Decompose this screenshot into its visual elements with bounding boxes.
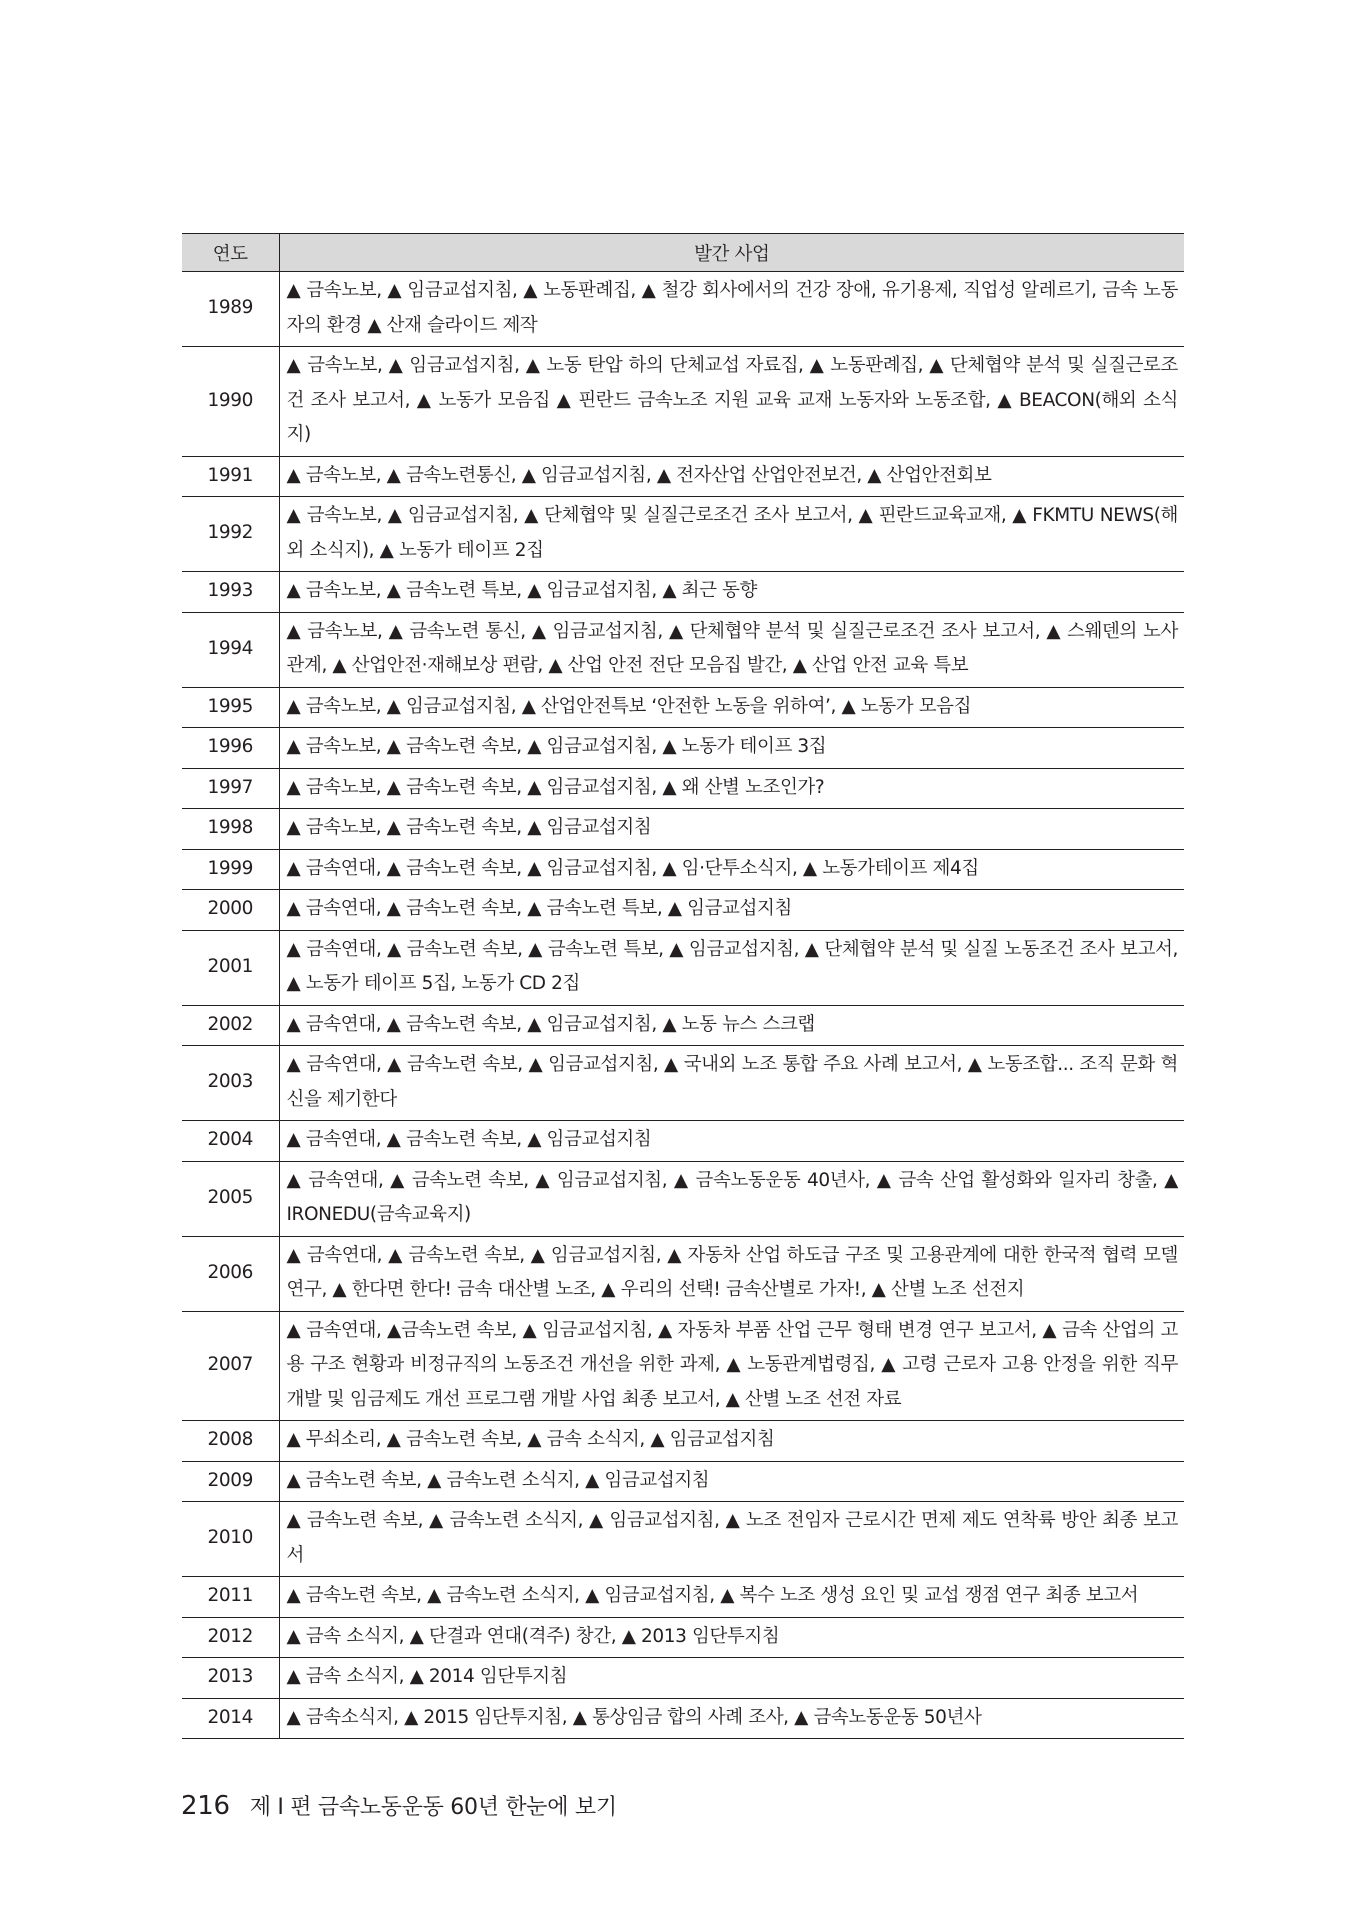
table-row — [182, 687, 1184, 728]
row-year: 2002 — [182, 1005, 279, 1046]
table-row — [182, 1461, 1184, 1502]
row-publications: ▲ 금속노보, ▲ 금속노련 속보, ▲ 임금교섭지침, ▲ 왜 산별 노조인가? — [279, 768, 1184, 809]
publications-table — [182, 233, 1184, 1739]
table-row — [182, 1658, 1184, 1699]
table-row — [182, 768, 1184, 809]
table-row — [182, 1421, 1184, 1462]
row-publications: ▲ 금속연대, ▲ 금속노련 속보, ▲ 임금교섭지침, ▲ 노동 뉴스 스크랩 — [279, 1005, 1184, 1046]
row-year: 2012 — [182, 1617, 279, 1658]
row-year: 1997 — [182, 768, 279, 809]
row-publications: ▲ 금속노련 속보, ▲ 금속노련 소식지, ▲ 임금교섭지침, ▲ 노조 전임자 근로시간 면제 제도 연착륙 방안 최종 보고서 — [279, 1502, 1184, 1577]
row-publications: ▲ 금속연대, ▲ 금속노련 속보, ▲ 임금교섭지침, ▲ 임·단투소식지, ▲ 노동가테이프 제4집 — [279, 849, 1184, 890]
row-publications: ▲ 금속연대, ▲ 금속노련 속보, ▲ 임금교섭지침, ▲ 국내외 노조 통합 주요 사례 보고서, ▲ 노동조합... 조직 문화 혁신을 제기한다 — [279, 1046, 1184, 1121]
row-year: 2008 — [182, 1421, 279, 1462]
row-publications: ▲ 금속연대, ▲ 금속노련 속보, ▲ 임금교섭지침 — [279, 1121, 1184, 1162]
table-row — [182, 347, 1184, 457]
table-row — [182, 572, 1184, 613]
row-year: 2004 — [182, 1121, 279, 1162]
row-year: 1989 — [182, 272, 279, 347]
table-row — [182, 272, 1184, 347]
row-year: 2007 — [182, 1311, 279, 1421]
row-publications: ▲ 금속노련 속보, ▲ 금속노련 소식지, ▲ 임금교섭지침 — [279, 1461, 1184, 1502]
table-row — [182, 1121, 1184, 1162]
row-year: 1990 — [182, 347, 279, 457]
row-year: 2001 — [182, 930, 279, 1005]
table-row — [182, 1617, 1184, 1658]
table-row — [182, 1311, 1184, 1421]
table-row — [182, 728, 1184, 769]
row-publications: ▲ 금속노보, ▲ 금속노련 특보, ▲ 임금교섭지침, ▲ 최근 동향 — [279, 572, 1184, 613]
table-row — [182, 849, 1184, 890]
row-publications: ▲ 금속노련 속보, ▲ 금속노련 소식지, ▲ 임금교섭지침, ▲ 복수 노조 생성 요인 및 교섭 쟁점 연구 최종 보고서 — [279, 1577, 1184, 1618]
row-year: 2013 — [182, 1658, 279, 1699]
table-row — [182, 1577, 1184, 1618]
row-year: 2011 — [182, 1577, 279, 1618]
row-publications: ▲ 금속연대, ▲ 금속노련 속보, ▲ 금속노련 특보, ▲ 임금교섭지침, ▲ 단체협약 분석 및 실질 노동조건 조사 보고서, ▲ 노동가 테이프 5집, 노동가 CD 2집 — [279, 930, 1184, 1005]
page-number: 216 — [181, 1791, 230, 1821]
row-publications: ▲ 금속노보, ▲ 임금교섭지침, ▲ 노동판례집, ▲ 철강 회사에서의 건강 장애, 유기용제, 직업성 알레르기, 금속 노동자의 환경 ▲ 산재 슬라이드 제작 — [279, 272, 1184, 347]
row-publications: ▲ 금속노보, ▲ 금속노련 속보, ▲ 임금교섭지침, ▲ 노동가 테이프 3집 — [279, 728, 1184, 769]
row-year: 1993 — [182, 572, 279, 613]
row-publications: ▲ 금속연대, ▲ 금속노련 속보, ▲ 임금교섭지침, ▲ 금속노동운동 40년사, ▲ 금속 산업 활성화와 일자리 창출, ▲ IRONEDU(금속교육지) — [279, 1161, 1184, 1236]
row-year: 1992 — [182, 497, 279, 572]
row-publications: ▲ 금속노보, ▲ 금속노련통신, ▲ 임금교섭지침, ▲ 전자산업 산업안전보건, ▲ 산업안전회보 — [279, 456, 1184, 497]
table-row — [182, 1236, 1184, 1311]
table-row — [182, 1161, 1184, 1236]
row-year: 2009 — [182, 1461, 279, 1502]
row-year: 1996 — [182, 728, 279, 769]
row-publications: ▲ 금속노보, ▲ 금속노련 통신, ▲ 임금교섭지침, ▲ 단체협약 분석 및 실질근로조건 조사 보고서, ▲ 스웨덴의 노사관계, ▲ 산업안전·재해보상 편람, ▲ 산업 안전 전단 모음집 발간, ▲ 산업 안전 교육 특보 — [279, 612, 1184, 687]
table-row — [182, 1046, 1184, 1121]
row-year: 1999 — [182, 849, 279, 890]
row-year: 1995 — [182, 687, 279, 728]
page-footer — [181, 1790, 617, 1821]
table-body — [182, 272, 1184, 1739]
row-year: 1994 — [182, 612, 279, 687]
row-year: 2010 — [182, 1502, 279, 1577]
row-year: 2006 — [182, 1236, 279, 1311]
row-publications: ▲ 금속연대, ▲ 금속노련 속보, ▲ 임금교섭지침, ▲ 자동차 산업 하도급 구조 및 고용관계에 대한 한국적 협력 모델 연구, ▲ 한다면 한다! 금속 대산별 노조, ▲ 우리의 선택! 금속산별로 가자!, ▲ 산별 노조 선전지 — [279, 1236, 1184, 1311]
row-publications: ▲ 금속연대, ▲ 금속노련 속보, ▲ 금속노련 특보, ▲ 임금교섭지침 — [279, 890, 1184, 931]
row-publications: ▲ 금속노보, ▲ 임금교섭지침, ▲ 노동 탄압 하의 단체교섭 자료집, ▲ 노동판례집, ▲ 단체협약 분석 및 실질근로조건 조사 보고서, ▲ 노동가 모음집 ▲ 핀란드 금속노조 지원 교육 교재 노동자와 노동조합, ▲ BEACON(해외 소식지) — [279, 347, 1184, 457]
row-year: 2014 — [182, 1698, 279, 1739]
row-year: 2000 — [182, 890, 279, 931]
header-year: 연도 — [182, 234, 279, 272]
table-row — [182, 1005, 1184, 1046]
table-row — [182, 930, 1184, 1005]
row-year: 2003 — [182, 1046, 279, 1121]
table-row — [182, 497, 1184, 572]
table-row — [182, 890, 1184, 931]
row-publications: ▲ 금속노보, ▲ 임금교섭지침, ▲ 산업안전특보 ‘안전한 노동을 위하여’, ▲ 노동가 모음집 — [279, 687, 1184, 728]
section-title: 제 I 편 금속노동운동 60년 한눈에 보기 — [249, 1795, 617, 1820]
row-year: 1998 — [182, 809, 279, 850]
row-publications: ▲ 금속소식지, ▲ 2015 임단투지침, ▲ 통상임금 합의 사례 조사, ▲ 금속노동운동 50년사 — [279, 1698, 1184, 1739]
table-row — [182, 612, 1184, 687]
table-header-row — [182, 234, 1184, 272]
row-year: 1991 — [182, 456, 279, 497]
row-publications: ▲ 금속노보, ▲ 임금교섭지침, ▲ 단체협약 및 실질근로조건 조사 보고서, ▲ 핀란드교육교재, ▲ FKMTU NEWS(해외 소식지), ▲ 노동가 테이프 2집 — [279, 497, 1184, 572]
table-row — [182, 1502, 1184, 1577]
row-year: 2005 — [182, 1161, 279, 1236]
row-publications: ▲ 금속 소식지, ▲ 단결과 연대(격주) 창간, ▲ 2013 임단투지침 — [279, 1617, 1184, 1658]
header-publications: 발간 사업 — [279, 234, 1184, 272]
row-publications: ▲ 금속 소식지, ▲ 2014 임단투지침 — [279, 1658, 1184, 1699]
row-publications: ▲ 금속연대, ▲금속노련 속보, ▲ 임금교섭지침, ▲ 자동차 부품 산업 근무 형태 변경 연구 보고서, ▲ 금속 산업의 고용 구조 현황과 비정규직의 노동조건 개선을 위한 과제, ▲ 노동관계법령집, ▲ 고령 근로자 고용 안정을 위한 직무 개발 및 임금제도 개선 프로그램 개발 사업 최종 보고서, ▲ 산별 노조 선전 자료 — [279, 1311, 1184, 1421]
table-row — [182, 1698, 1184, 1739]
table-row — [182, 809, 1184, 850]
row-publications: ▲ 금속노보, ▲ 금속노련 속보, ▲ 임금교섭지침 — [279, 809, 1184, 850]
row-publications: ▲ 무쇠소리, ▲ 금속노련 속보, ▲ 금속 소식지, ▲ 임금교섭지침 — [279, 1421, 1184, 1462]
table-row — [182, 456, 1184, 497]
